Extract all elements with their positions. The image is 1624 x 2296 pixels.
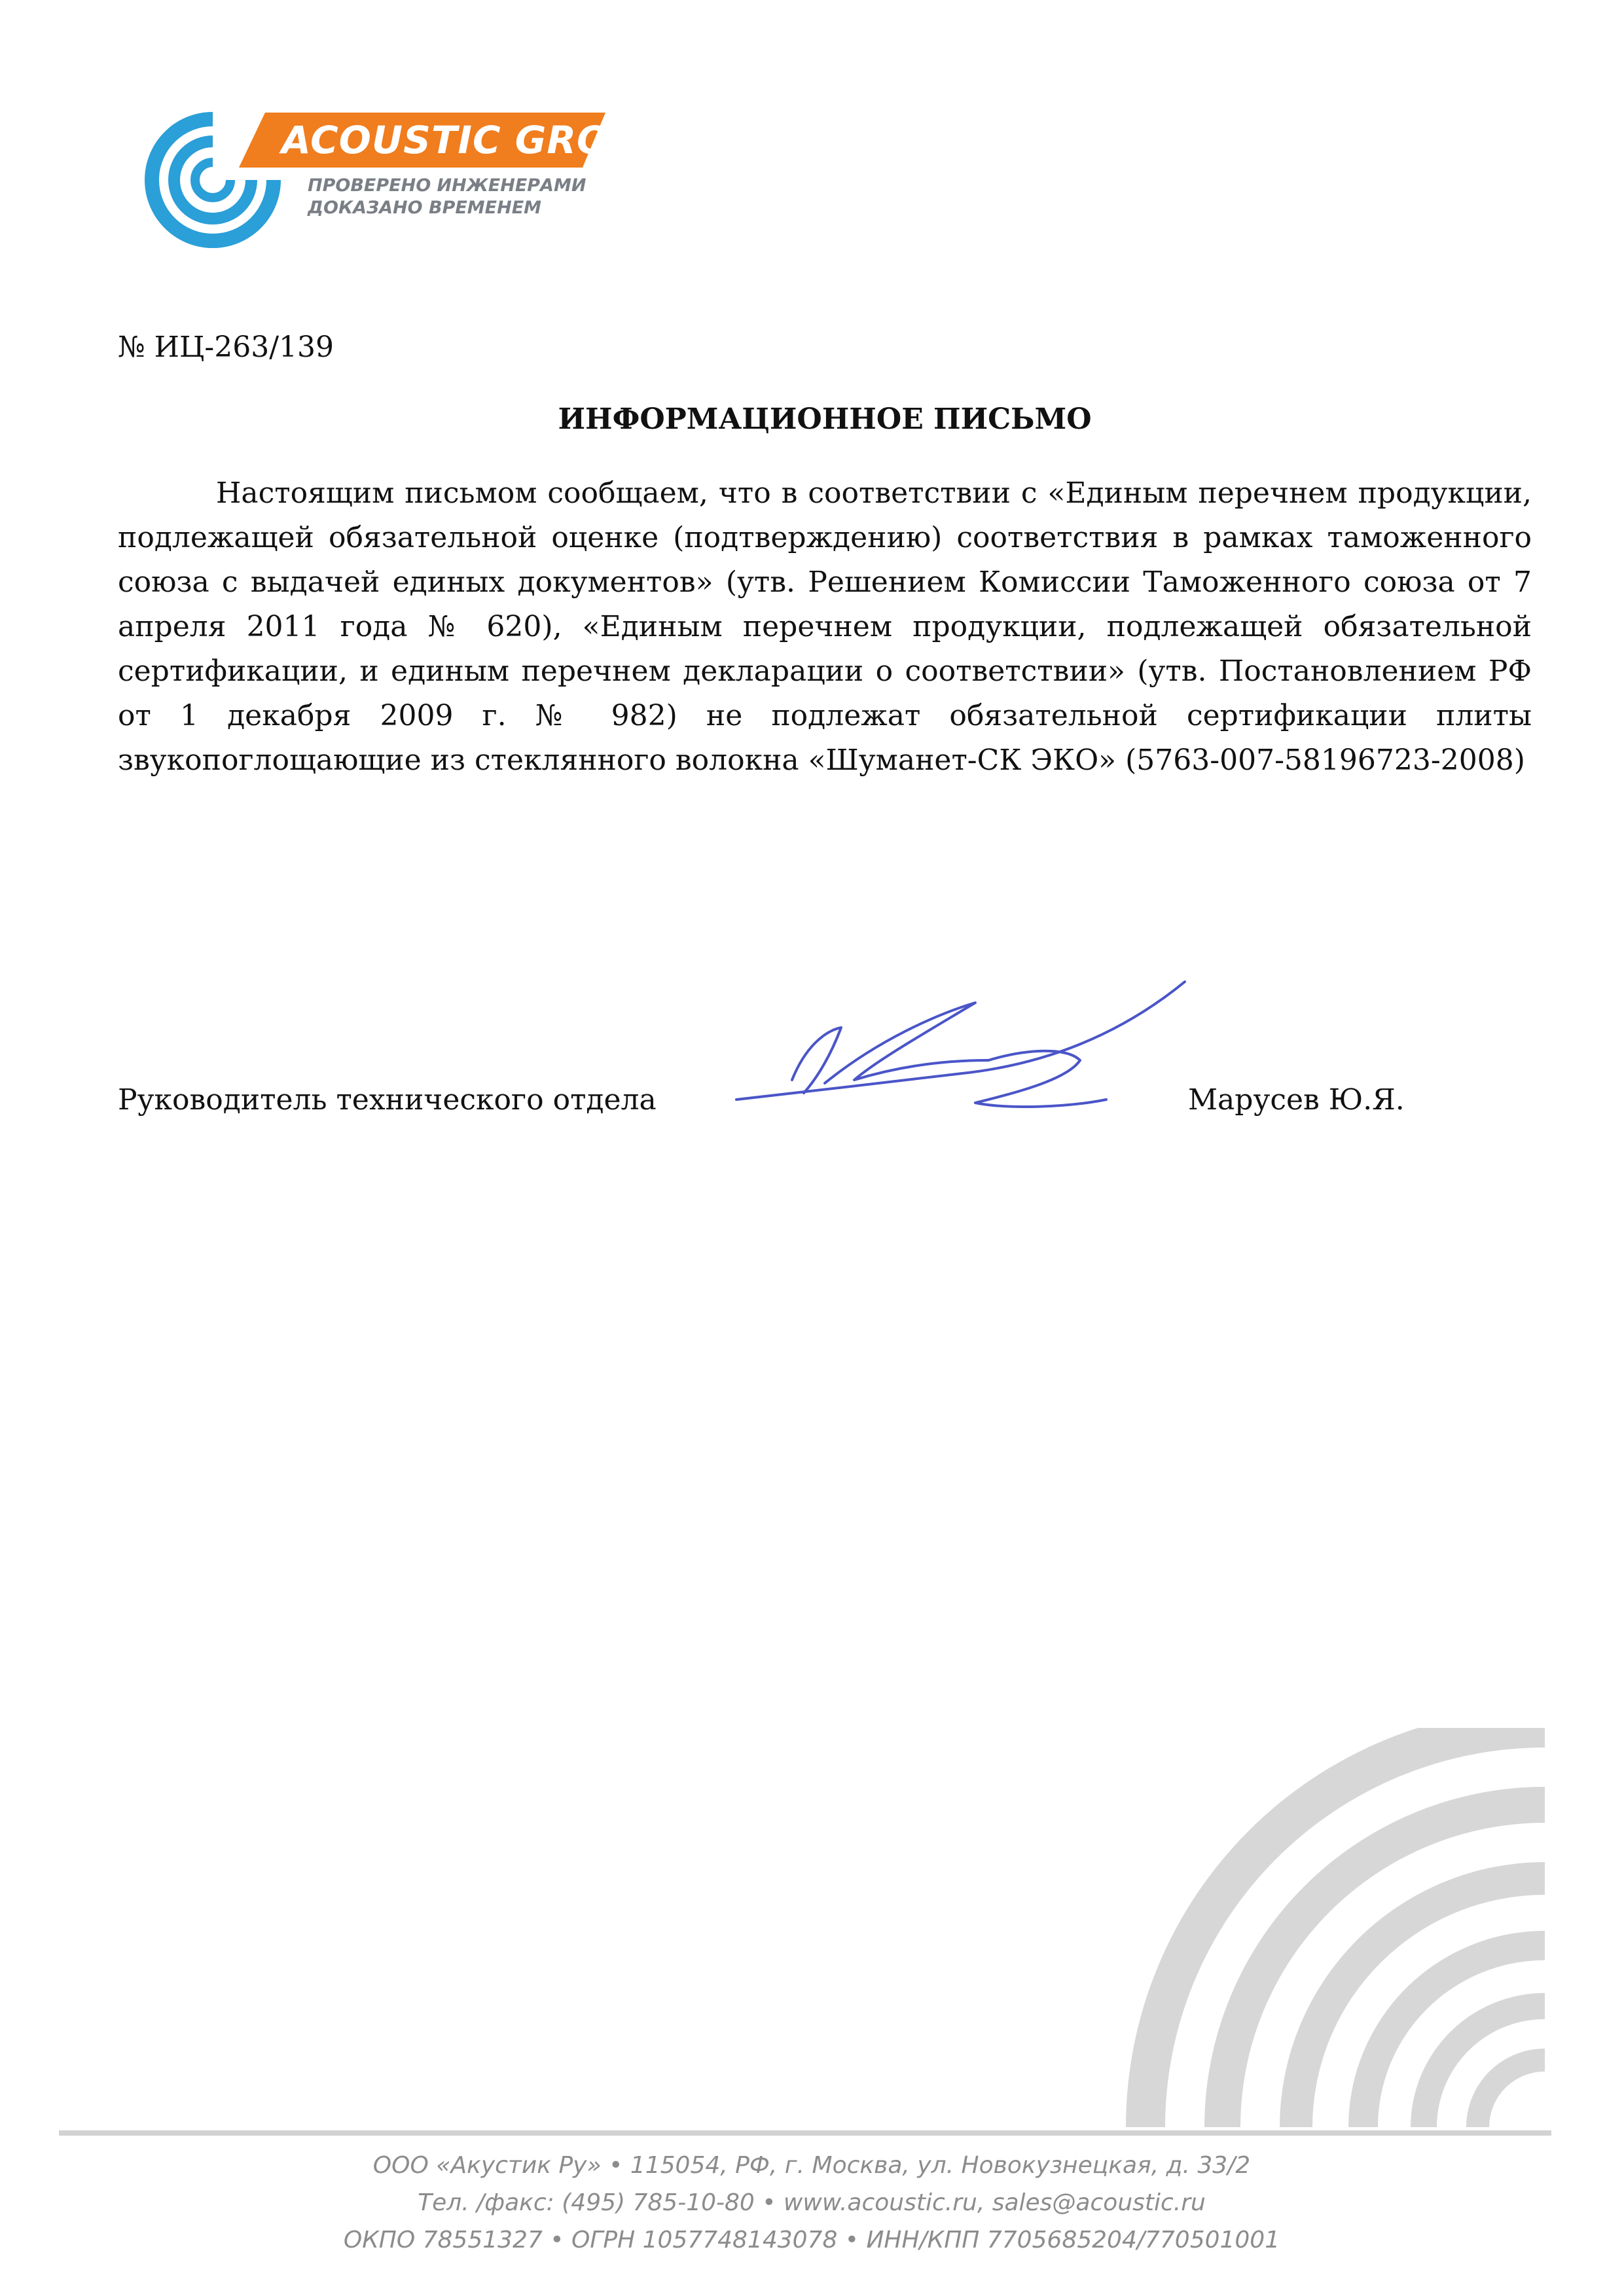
signatory-name: Марусев Ю.Я.: [1188, 1083, 1405, 1117]
document-number: № ИЦ-263/139: [118, 331, 334, 364]
signatory-role: Руководитель технического отдела: [118, 1083, 657, 1117]
footer-divider: [59, 2130, 1551, 2136]
logo-name: ACOUSTIC GROUP: [281, 118, 670, 162]
footer-address: ООО «Акустик Ру» • 115054, РФ, г. Москва, ул. Новокузнецкая, д. 33/2: [372, 2152, 1251, 2179]
logo-slogan-line2: ДОКАЗАНО ВРЕМЕНЕМ: [308, 198, 542, 218]
document-title: ИНФОРМАЦИОННОЕ ПИСЬМО: [558, 403, 1092, 436]
company-logo: [131, 98, 670, 268]
handwritten-signature: [727, 969, 1198, 1119]
acoustic-arcs-watermark-icon: [1126, 1728, 1558, 2134]
logo-slogan-line1: ПРОВЕРЕНО ИНЖЕНЕРАМИ: [308, 175, 586, 196]
document-body: Настоящим письмом сообщаем, что в соответствии с «Единым перечнем продукции, подлежащей обязательной оценке (подтверждению) соответствия в рамках таможенного союза с выдачей единых документов» (утв. Решением Комиссии Таможенного союза от 7 апреля 2011 года № 620), «Единым перечнем продукции, подлежащей обязательной сертификации, и единым перечнем декларации о соответствии» (утв. Постановлением РФ от 1 декабря 2009 г. № 982) не подлежат обязательной сертификации плиты звукопоглощающие из стеклянного волокна «Шуманет-СК ЭКО» (5763-007-58196723-2008): [118, 476, 1532, 777]
footer-registration: ОКПО 78551327 • ОГРН 1057748143078 • ИНН/КПП 7705685204/770501001: [343, 2227, 1280, 2253]
footer-contacts: Тел. /факс: (495) 785-10-80 • www.acoustic.ru, sales@acoustic.ru: [418, 2189, 1206, 2216]
